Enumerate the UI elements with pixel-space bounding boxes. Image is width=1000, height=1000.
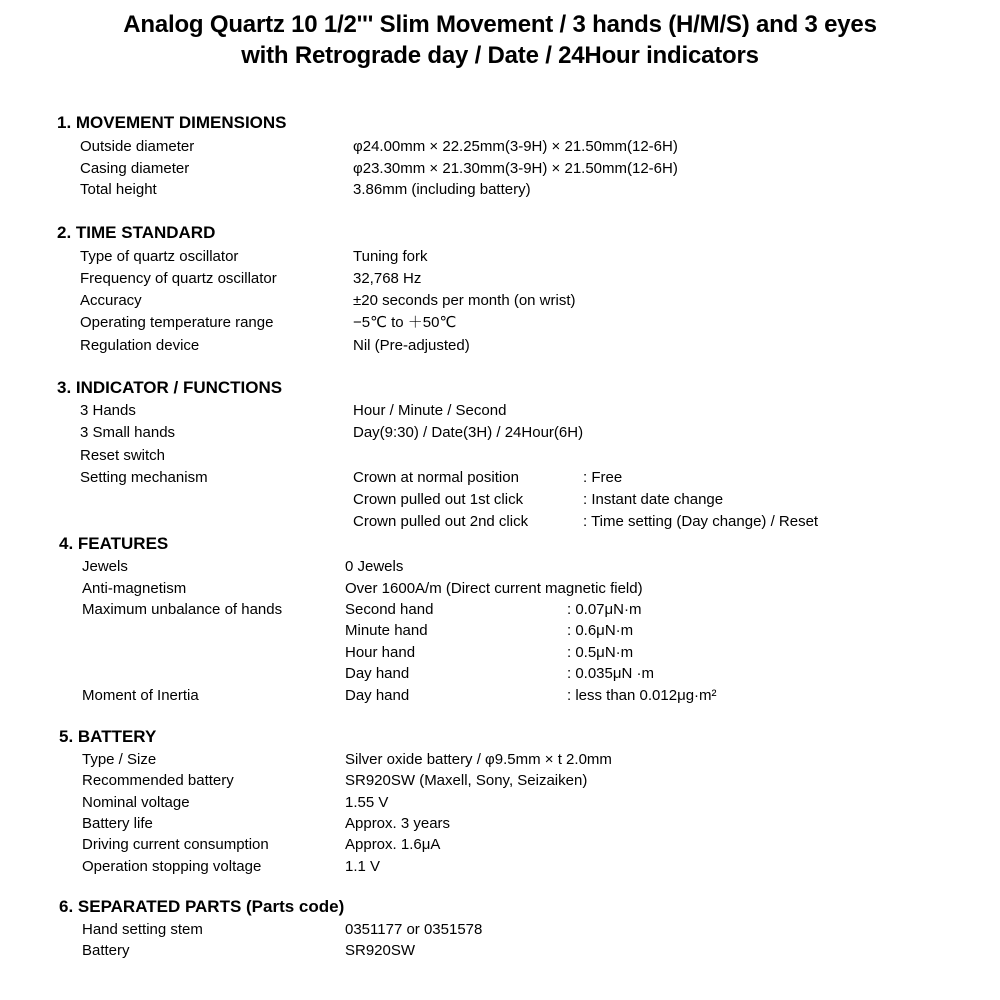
section-heading-movement-dimensions: 1. MOVEMENT DIMENSIONS [57, 113, 287, 132]
title-line-1: Analog Quartz 10 1/2''' Slim Movement / 3 hands (H/M/S) and 3 eyes [123, 11, 877, 38]
spec-value: 1.1 V [345, 858, 381, 875]
spec-value: Second hand [345, 601, 434, 618]
spec-value: Tuning fork [353, 248, 428, 265]
section-heading-time-standard: 2. TIME STANDARD [57, 223, 216, 242]
spec-label: Jewels [82, 558, 128, 575]
spec-detail: : 0.035μN ·m [567, 665, 655, 682]
spec-label: Casing diameter [80, 160, 190, 177]
spec-detail: : less than 0.012μg·m² [567, 687, 717, 704]
spec-value: φ23.30mm × 21.30mm(3-9H) × 21.50mm(12-6H) [353, 160, 678, 177]
section-heading-battery: 5. BATTERY [59, 727, 157, 746]
spec-label: Type of quartz oscillator [80, 248, 239, 265]
spec-label: Hand setting stem [82, 921, 203, 938]
spec-detail: : Free [583, 469, 623, 486]
spec-value: Over 1600A/m (Direct current magnetic field) [345, 580, 643, 597]
section-heading-separated-parts: 6. SEPARATED PARTS (Parts code) [59, 897, 345, 916]
spec-value: 3.86mm (including battery) [353, 181, 531, 198]
section-heading-features: 4. FEATURES [59, 534, 169, 553]
spec-label: Regulation device [80, 337, 200, 354]
spec-label: Moment of Inertia [82, 687, 199, 704]
spec-label: Driving current consumption [82, 836, 269, 853]
spec-value: Minute hand [345, 622, 428, 639]
spec-detail: : Instant date change [583, 491, 724, 508]
spec-value: Crown pulled out 2nd click [353, 513, 529, 530]
spec-detail: : 0.5μN·m [567, 644, 634, 661]
spec-label: 3 Small hands [80, 424, 176, 441]
spec-label: Setting mechanism [80, 469, 208, 486]
spec-value: −5℃ to ＋50℃ [353, 314, 457, 331]
spec-value: Nil (Pre-adjusted) [353, 337, 470, 354]
spec-label: Recommended battery [82, 772, 234, 789]
spec-value: Crown at normal position [353, 469, 519, 486]
spec-label: Outside diameter [80, 138, 195, 155]
spec-value: SR920SW (Maxell, Sony, Seizaiken) [345, 772, 588, 789]
spec-value: Crown pulled out 1st click [353, 491, 524, 508]
spec-value: Hour / Minute / Second [353, 402, 507, 419]
section-heading-indicator-functions: 3. INDICATOR / FUNCTIONS [57, 378, 283, 397]
spec-label: Battery life [82, 815, 153, 832]
spec-label: 3 Hands [80, 402, 136, 419]
spec-detail: : 0.6μN·m [567, 622, 634, 639]
spec-detail: : Time setting (Day change) / Reset [583, 513, 819, 530]
spec-value: Day hand [345, 687, 410, 704]
spec-label: Total height [80, 181, 157, 198]
spec-label: Reset switch [80, 447, 166, 464]
document-title [0, 9, 1000, 71]
spec-value: Day(9:30) / Date(3H) / 24Hour(6H) [353, 424, 584, 441]
spec-label: Accuracy [80, 292, 142, 309]
spec-label: Nominal voltage [82, 794, 190, 811]
spec-value: 0351177 or 0351578 [345, 921, 483, 938]
spec-value: ±20 seconds per month (on wrist) [353, 292, 576, 309]
spec-detail: : 0.07μN·m [567, 601, 642, 618]
spec-value: 0 Jewels [345, 558, 404, 575]
spec-label: Anti-magnetism [82, 580, 187, 597]
spec-value: Hour hand [345, 644, 416, 661]
spec-value: Approx. 1.6μA [345, 836, 441, 853]
spec-label: Frequency of quartz oscillator [80, 270, 277, 287]
spec-value: φ24.00mm × 22.25mm(3-9H) × 21.50mm(12-6H) [353, 138, 678, 155]
spec-value: 1.55 V [345, 794, 389, 811]
spec-value: Day hand [345, 665, 410, 682]
spec-label: Operation stopping voltage [82, 858, 262, 875]
title-line-2: with Retrograde day / Date / 24Hour indicators [241, 42, 759, 69]
spec-value: 32,768 Hz [353, 270, 422, 287]
spec-label: Maximum unbalance of hands [82, 601, 283, 618]
spec-value: Silver oxide battery / φ9.5mm × t 2.0mm [345, 751, 612, 768]
spec-value: SR920SW [345, 942, 416, 959]
spec-label: Type / Size [82, 751, 157, 768]
spec-label: Battery [82, 942, 130, 959]
spec-value: Approx. 3 years [345, 815, 451, 832]
spec-label: Operating temperature range [80, 314, 274, 331]
